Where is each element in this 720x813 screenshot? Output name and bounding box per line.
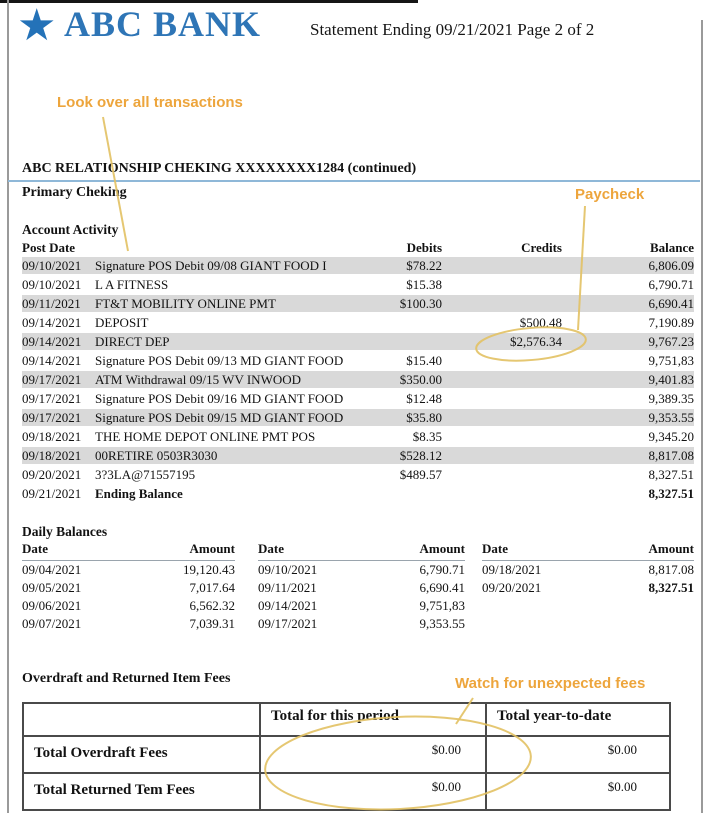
txn-balance: 9,767.23 [648,334,694,349]
transaction-header-row [22,239,694,258]
txn-date: 09/17/2021 [22,372,82,387]
daily-balance-row [258,579,465,597]
txn-balance: 8,327.51 [648,467,694,482]
txn-date: 09/11/2021 [22,296,81,311]
txn-credit [442,371,562,388]
txn-debit: $78.22 [406,258,442,273]
txn-debit: $350.00 [399,372,442,387]
bank-name: ABC BANK [64,4,262,44]
transaction-row [22,371,694,390]
col-balance: Balance [649,240,694,255]
db-amount: 6,690.41 [419,580,465,595]
txn-credit: $500.48 [519,315,562,330]
txn-credit [442,257,562,274]
account-subtitle: Primary Cheking [22,185,127,200]
transaction-row [22,409,694,428]
txn-credit [442,428,562,447]
page-right-border [701,20,703,813]
txn-balance: 6,690.41 [648,296,694,311]
txn-credit [442,485,562,504]
daily-balance-row [258,597,465,615]
db-date-label: Date [22,541,48,556]
txn-credit: $2,576.34 [510,334,562,349]
daily-balance-row [22,579,235,597]
txn-description: Signature POS Debit 09/15 MD GIANT FOOD [95,410,344,425]
txn-description: THE HOME DEPOT ONLINE PMT POS [95,429,316,444]
txn-date: 09/10/2021 [22,277,82,292]
transaction-table [22,257,694,504]
daily-balance-column [482,541,694,597]
transaction-row [22,276,694,295]
txn-debit: $100.30 [399,296,442,311]
db-date: 09/20/2021 [482,580,542,595]
txn-debit: $15.38 [406,277,442,292]
daily-balance-row [258,615,465,633]
txn-date: 09/20/2021 [22,467,82,482]
txn-balance: 9,345.20 [648,429,694,444]
bank-star-icon: ★ [17,0,57,51]
db-amount-label: Amount [648,541,694,556]
daily-balances-heading: Daily Balances [22,524,108,539]
txn-description: ATM Withdrawal 09/15 WV INWOOD [95,372,302,387]
fee-period-value: $0.00 [259,735,485,772]
txn-description: Signature POS Debit 09/08 GIANT FOOD I [95,258,327,273]
txn-balance: 6,806.09 [648,258,694,273]
txn-debit [347,333,442,350]
db-amount: 6,790.71 [419,562,465,577]
annotation-paycheck: Paycheck [575,186,645,203]
txn-date: 09/14/2021 [22,353,82,368]
col-post-date: Post Date [22,240,76,255]
daily-balance-column [22,541,235,633]
transaction-row [22,314,694,333]
txn-date: 09/10/2021 [22,258,82,273]
fees-heading: Overdraft and Returned Item Fees [22,671,231,686]
fees-header-empty [24,704,259,735]
txn-date: 09/18/2021 [22,429,82,444]
fee-row-label: Total Overdraft Fees [24,735,259,772]
account-activity-heading: Account Activity [22,222,119,237]
daily-balance-row [258,561,465,579]
daily-balance-row [22,615,235,633]
txn-debit [347,314,442,333]
txn-debit: $12.48 [406,391,442,406]
txn-date: 09/14/2021 [22,334,82,349]
txn-credit [442,409,562,426]
db-amount-label: Amount [419,541,465,556]
db-date: 09/05/2021 [22,580,82,595]
txn-debit [347,485,442,504]
db-amount: 7,039.31 [189,616,235,631]
daily-balance-header [22,541,235,561]
page-left-border [7,0,9,813]
annotation-transactions: Look over all transactions [57,94,243,111]
txn-description: DIRECT DEP [95,334,170,349]
col-debits: Debits [406,240,442,255]
fees-header-period: Total for this period [259,704,485,735]
txn-balance: 9,353.55 [648,410,694,425]
db-date-label: Date [482,541,508,556]
transaction-row [22,428,694,447]
transaction-row [22,352,694,371]
txn-balance: 8,817.08 [648,448,694,463]
txn-credit [442,466,562,485]
txn-credit [442,390,562,409]
txn-date: 09/18/2021 [22,448,82,463]
txn-credit [442,447,562,464]
txn-debit: $489.57 [399,467,442,482]
txn-description: DEPOSIT [95,315,149,330]
txn-description: Ending Balance [95,486,183,501]
transaction-row [22,333,694,352]
transaction-row [22,295,694,314]
db-date: 09/14/2021 [258,598,318,613]
daily-balance-header [258,541,465,561]
daily-balance-row [22,561,235,579]
db-amount: 9,353.55 [419,616,465,631]
daily-balance-header [482,541,694,561]
transaction-row [22,390,694,409]
db-amount-label: Amount [189,541,235,556]
db-amount: 19,120.43 [183,562,235,577]
col-spacer [192,239,347,258]
txn-credit [442,276,562,295]
txn-description: Signature POS Debit 09/13 MD GIANT FOOD [95,353,344,368]
db-date: 09/17/2021 [258,616,318,631]
transaction-row [22,257,694,276]
db-amount: 7,017.64 [189,580,235,595]
txn-debit: $528.12 [399,448,442,463]
txn-balance: 9,751,83 [648,353,694,368]
daily-balance-row [482,561,694,579]
db-amount: 8,327.51 [648,580,694,595]
txn-debit: $35.80 [406,410,442,425]
txn-date: 09/21/2021 [22,486,82,501]
annotation-fees: Watch for unexpected fees [455,675,646,692]
col-credits: Credits [521,240,562,255]
txn-balance: 9,389.35 [648,391,694,406]
txn-date: 09/17/2021 [22,410,82,425]
daily-balance-column [258,541,465,633]
txn-debit: $15.40 [406,353,442,368]
db-amount: 9,751,83 [419,598,465,613]
txn-balance: 9,401.83 [648,372,694,387]
txn-date: 09/17/2021 [22,391,82,406]
transaction-row [22,485,694,504]
txn-debit: $8.35 [412,429,442,444]
fees-header-ytd: Total year-to-date [485,704,671,735]
db-date: 09/11/2021 [258,580,317,595]
transaction-row [22,447,694,466]
txn-balance: 8,327.51 [648,486,694,501]
db-date: 09/18/2021 [482,562,542,577]
daily-balance-row [22,597,235,615]
db-date-label: Date [258,541,284,556]
fees-table [22,702,671,811]
txn-balance: 6,790.71 [648,277,694,292]
txn-credit [442,295,562,312]
daily-balance-row [482,579,694,597]
fee-ytd-value: $0.00 [485,735,671,772]
account-title: ABC RELATIONSHIP CHEKING XXXXXXXX1284 (continued) [22,161,417,176]
account-divider-rule [8,180,700,182]
db-date: 09/04/2021 [22,562,82,577]
txn-date: 09/14/2021 [22,315,82,330]
db-amount: 8,817.08 [648,562,694,577]
db-amount: 6,562.32 [189,598,235,613]
db-date: 09/07/2021 [22,616,82,631]
db-date: 09/10/2021 [258,562,318,577]
transaction-row [22,466,694,485]
txn-balance: 7,190.89 [648,315,694,330]
fee-row-label: Total Returned Tem Fees [24,772,259,809]
fee-period-value: $0.00 [259,772,485,809]
txn-description: 00RETIRE 0503R3030 [95,448,218,463]
txn-description: 3?3LA@71557195 [95,467,196,482]
db-date: 09/06/2021 [22,598,82,613]
statement-ending-line: Statement Ending 09/21/2021 Page 2 of 2 [310,20,595,39]
txn-description: Signature POS Debit 09/16 MD GIANT FOOD [95,391,344,406]
txn-credit [442,352,562,371]
fee-ytd-value: $0.00 [485,772,671,809]
txn-description: L A FITNESS [95,277,169,292]
txn-description: FT&T MOBILITY ONLINE PMT [95,296,276,311]
